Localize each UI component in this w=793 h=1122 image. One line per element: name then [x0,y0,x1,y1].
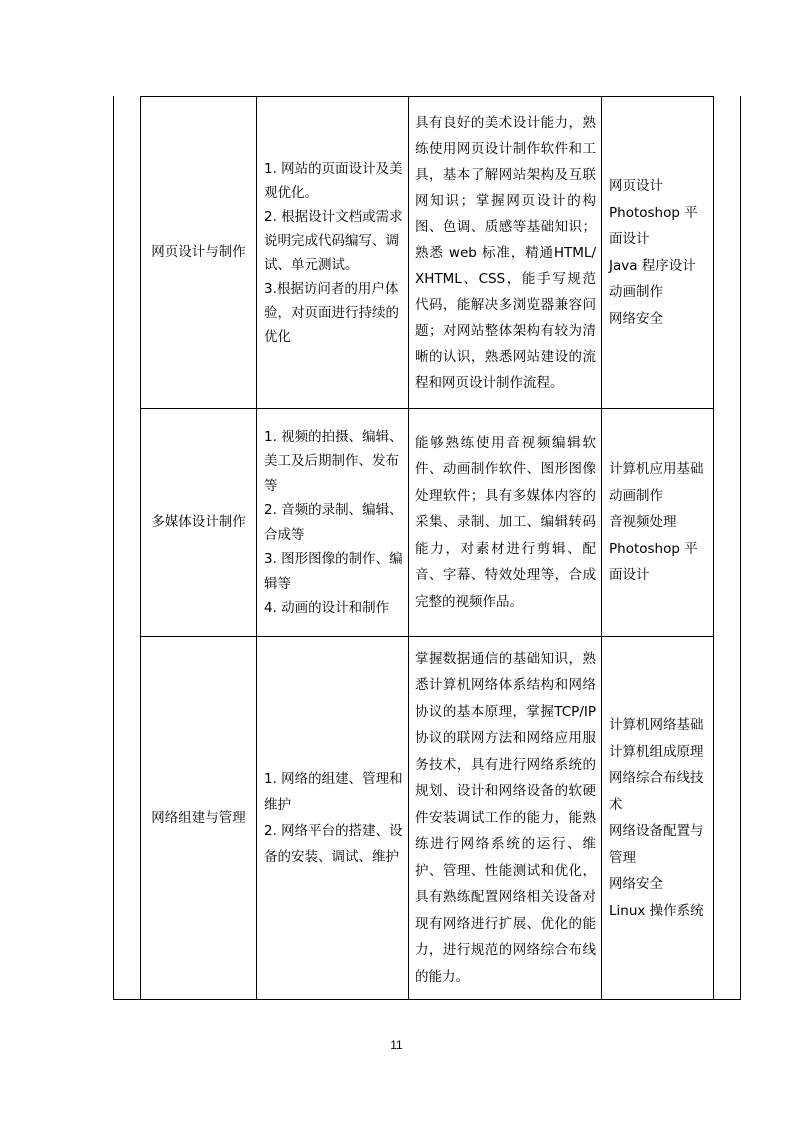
duty-item: 3.根据访问者的用户体验，对页面进行持续的优化 [264,280,399,345]
course-item: Java 程序设计 [609,257,696,274]
inner-right-border [713,96,714,1000]
course-item: 音视频处理 [609,514,677,531]
course-item: 网络综合布线技术 [609,770,704,813]
job-name: 网络组建与管理 [151,809,246,826]
job-name: 多媒体设计制作 [151,514,246,531]
course-item: Photoshop 平面设计 [609,204,698,247]
skill-requirement-cell [409,97,601,408]
table-bottom-border [113,999,741,1000]
course-item: 计算机组成原理 [609,743,704,760]
skill-text: 能够熟练使用音视频编辑软件、动画制作软件、图形图像处理软件；具有多媒体内容的采集、录制、加工、编辑转码能力，对素材进行剪辑、配音、字幕、特效处理等，合成完整的视频作品。 [415,434,596,610]
course-item: 网页设计 [609,178,663,194]
skill-requirement-cell [409,409,601,636]
skill-requirement-cell [409,637,601,999]
course-item: 计算机应用基础 [609,461,704,478]
duty-item: 3. 图形图像的制作、编辑等 [264,551,403,592]
outer-left-border [113,96,114,1000]
skill-text: 掌握数据通信的基础知识，熟悉计算机网络体系结构和网络协议的基本原理，掌握TCP/IP 协议的联网方法和网络应用服务技术，具有进行网络系统的规划、设计和网络设备的软硬件安装调试工作的能力，能熟练进行网络系统的运行、维护、管理、性能测试和优化，具有熟练配置网络相关设备对现有网络进行扩展、优化的能力，进行规范的网络综合布线的能力。 [415,650,596,985]
duty-item: 1. 视频的拍摄、编辑、美工及后期制作、发布等 [264,428,403,494]
skill-text: 具有良好的美术设计能力，熟练使用网页设计制作软件和工具，基本了解网站架构及互联网知识；掌握网页设计的构图、色调、质感等基础知识；熟悉 web 标准，精通HTML/XHTML、CSS，能手写规范代码，能解决多浏览器兼容问题；对网站整体架构有较为清晰的认识，熟悉网站建设的流程和网页设计制作流程。 [415,114,596,391]
course-item: 动画制作 [609,284,663,300]
duty-item: 2. 音频的录制、编辑、合成等 [264,502,403,543]
course-item: 网络安全 [609,876,663,892]
course-item: Photoshop 平面设计 [609,540,698,584]
course-item: Linux 操作系统 [609,902,704,919]
course-cell [602,409,713,636]
duty-cell [257,409,408,636]
course-cell [602,637,713,999]
duty-item: 2. 网络平台的搭建、设备的安装、调试、维护 [264,823,403,865]
duty-item: 1. 网站的页面设计及美观优化。 [264,160,403,201]
course-cell [602,97,713,408]
course-item: 动画制作 [609,487,663,504]
job-name-cell [141,637,256,999]
job-name-cell [141,97,256,408]
course-item: 计算机网络基础 [609,717,704,733]
page-number: 11 [390,1038,403,1052]
duty-item: 1. 网络的组建、管理和维护 [264,771,403,813]
duty-cell [257,97,408,408]
job-name-cell [141,409,256,636]
duty-item: 4. 动画的设计和制作 [264,600,390,616]
duty-cell [257,637,408,999]
duty-item: 2. 根据设计文档或需求说明完成代码编写、调试、单元测试。 [264,208,403,273]
job-name: 网页设计与制作 [151,244,246,261]
course-item: 网络安全 [609,310,663,327]
outer-right-border [740,96,741,1000]
course-item: 网络设备配置与管理 [609,823,704,866]
